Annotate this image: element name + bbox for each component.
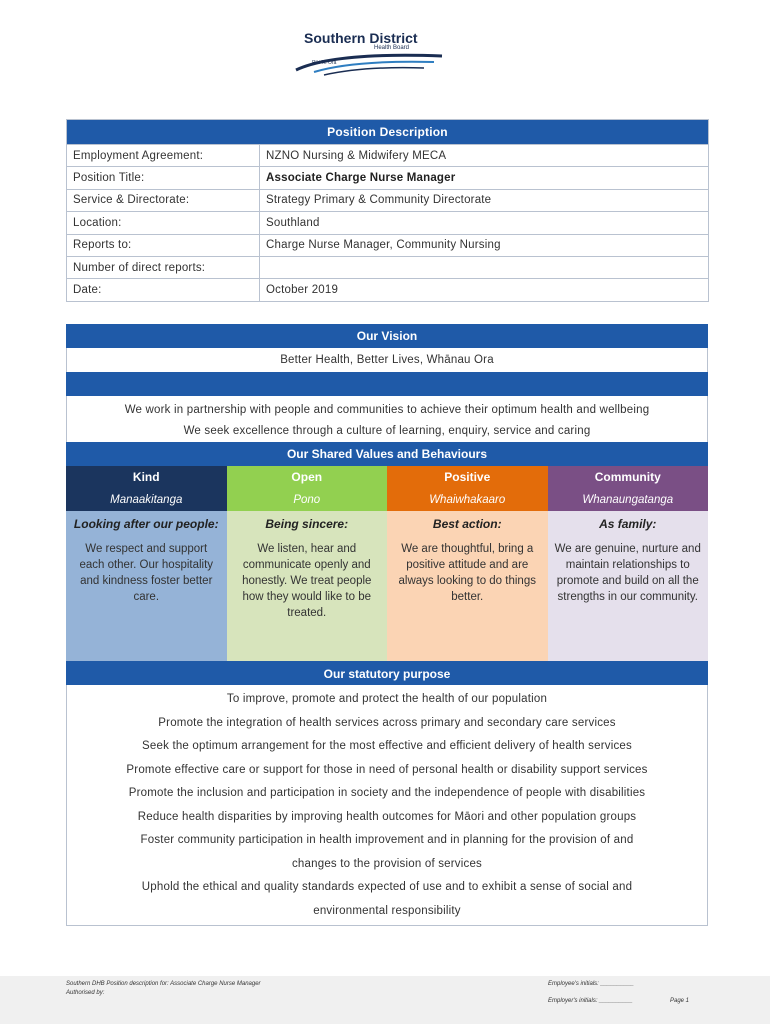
employment-agreement-label: Employment Agreement:: [67, 145, 260, 167]
position-description-header: Position Description: [67, 120, 709, 145]
value-subtitle: Being sincere:: [265, 517, 349, 531]
value-title: Open: [227, 466, 388, 489]
value-maori-name: Whanaungatanga: [548, 489, 709, 511]
value-maori-name: Pono: [227, 489, 388, 511]
position-description-table: [66, 119, 709, 302]
direct-reports-label: Number of direct reports:: [67, 256, 260, 278]
purpose-line: Foster community participation in health improvement and in planning for the provision of and: [140, 834, 634, 846]
value-title: Community: [548, 466, 709, 489]
logo-title: Southern District: [304, 30, 418, 46]
date-value: October 2019: [260, 279, 709, 301]
table-row: [67, 212, 709, 234]
value-description: We listen, hear and communicate openly and honestly. We treat people how they would like to be treated.: [242, 543, 372, 619]
value-title: Positive: [387, 466, 548, 489]
footer-authorised-by: Authorised by:: [66, 990, 105, 996]
table-row: [67, 234, 709, 256]
our-vision-header: Our Vision: [66, 324, 708, 348]
statutory-purpose-list: [66, 685, 708, 926]
vision-values-block: [66, 324, 708, 926]
value-subtitle: Best action:: [432, 517, 502, 531]
location-label: Location:: [67, 212, 260, 234]
position-title-label: Position Title:: [67, 167, 260, 189]
value-maori-name: Manaakitanga: [66, 489, 227, 511]
table-row: [67, 167, 709, 189]
service-directorate-label: Service & Directorate:: [67, 189, 260, 211]
footer-employee-initials: Employee's initials: __________: [548, 981, 634, 987]
page-footer: [0, 976, 770, 1024]
purpose-line: environmental responsibility: [313, 904, 461, 917]
direct-reports-value: [260, 256, 709, 278]
value-maori-name: Whaiwhakaaro: [387, 489, 548, 511]
footer-page-number: Page 1: [670, 998, 690, 1004]
table-row: [67, 256, 709, 278]
reports-to-label: Reports to:: [67, 234, 260, 256]
reports-to-value: Charge Nurse Manager, Community Nursing: [260, 234, 709, 256]
mission-line-2: We seek excellence through a culture of learning, enquiry, service and caring: [66, 420, 708, 442]
purpose-line: Uphold the ethical and quality standards expected of use and to exhibit a sense of social and: [141, 881, 633, 893]
vision-statement: Better Health, Better Lives, Whānau Ora: [66, 348, 708, 372]
purpose-line: Promote the inclusion and participation in society and the independence of people with disabilities: [128, 787, 646, 799]
table-row: [67, 279, 709, 301]
statutory-purpose-header: Our statutory purpose: [66, 661, 708, 685]
value-description: We are thoughtful, bring a positive attitude and are always looking to do things better.: [398, 543, 536, 603]
purpose-line: Promote effective care or support for those in need of personal health or disability support services: [126, 763, 648, 776]
shared-values-header: Our Shared Values and Behaviours: [66, 442, 708, 466]
value-subtitle: Looking after our people:: [73, 517, 219, 531]
value-open: [227, 466, 388, 661]
value-description: We respect and support each other. Our hospitality and kindness foster better care.: [79, 543, 214, 603]
employment-agreement-value: NZNO Nursing & Midwifery MECA: [260, 145, 709, 167]
value-community: [548, 466, 709, 661]
value-subtitle: As family:: [599, 517, 657, 531]
value-body: [387, 511, 548, 661]
table-row: [67, 189, 709, 211]
footer-employer-initials: Employer's initials: __________: [548, 998, 633, 1004]
value-positive: [387, 466, 548, 661]
table-row: [67, 145, 709, 167]
value-kind: [66, 466, 227, 661]
value-body: [227, 511, 388, 661]
logo-motto: Piki Te Ora: [312, 60, 337, 66]
purpose-line: Seek the optimum arrangement for the most effective and efficient delivery of health services: [142, 740, 632, 752]
date-label: Date:: [67, 279, 260, 301]
value-title: Kind: [66, 466, 227, 489]
logo-subtitle: Health Board: [374, 45, 410, 51]
values-columns: [66, 466, 708, 661]
value-body: [548, 511, 709, 661]
value-body: [66, 511, 227, 661]
location-value: Southland: [260, 212, 709, 234]
purpose-line: Reduce health disparities by improving health outcomes for Māori and other population groups: [137, 810, 637, 823]
purpose-line: changes to the provision of services: [291, 857, 483, 870]
southern-dhb-logo: [294, 30, 444, 74]
value-description: We are genuine, nurture and maintain relationships to promote and build on all the strengths in our community.: [554, 543, 701, 603]
vision-divider-band: [66, 372, 708, 396]
mission-line-1: We work in partnership with people and communities to achieve their optimum health and wellbeing: [66, 396, 708, 420]
footer-position-description: Southern DHB Position description for: Associate Charge Nurse Manager: [66, 981, 261, 987]
purpose-line: To improve, promote and protect the health of our population: [226, 693, 548, 705]
purpose-line: Promote the integration of health services across primary and secondary care services: [158, 716, 616, 729]
service-directorate-value: Strategy Primary & Community Directorate: [260, 189, 709, 211]
position-title-value: Associate Charge Nurse Manager: [260, 167, 709, 189]
